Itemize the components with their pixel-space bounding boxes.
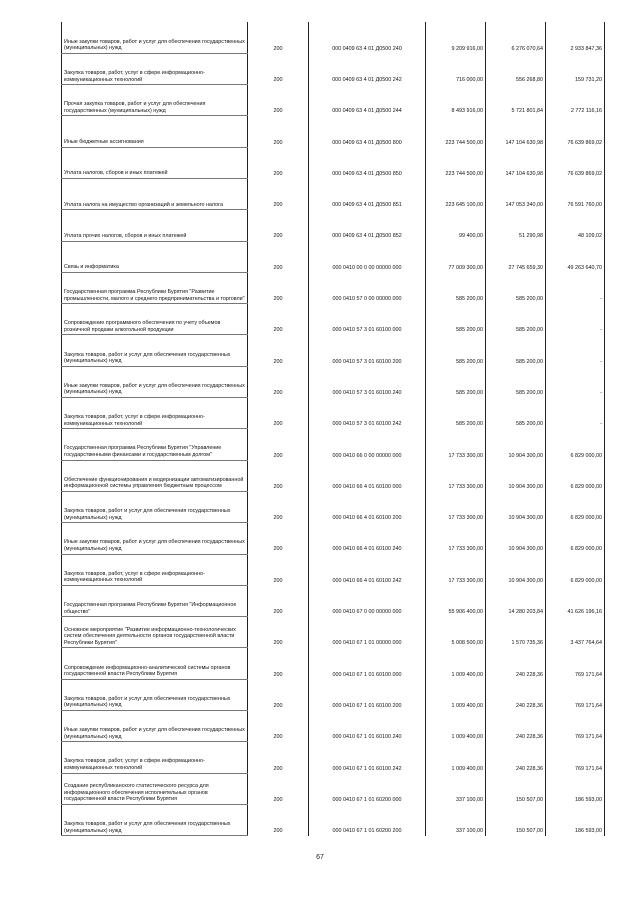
- table-row: [62, 241, 605, 272]
- table-row: [62, 398, 605, 429]
- row-executed-amount-cell: 147 104 630,98: [486, 147, 546, 178]
- row-name-cell: Основное мероприятие "Развитие информационно-технологических систем обеспечения деятельности органов государственной власти Республики Бурятия": [62, 617, 248, 648]
- row-unexecuted-amount-cell: 769 171,64: [546, 679, 605, 710]
- row-approved-amount-cell: 17 733 300,00: [426, 460, 486, 491]
- row-kbk-cell: 000 0410 57 3 01 60100 000: [309, 304, 426, 335]
- row-approved-amount-cell: 1 009 400,00: [426, 742, 486, 773]
- row-name-cell: Связь и информатика: [62, 241, 248, 272]
- row-code-cell: 200: [248, 711, 309, 742]
- row-code-cell: 200: [248, 366, 309, 397]
- row-unexecuted-amount-cell: -: [546, 366, 605, 397]
- row-code-cell: 200: [248, 398, 309, 429]
- row-approved-amount-cell: 8 493 916,00: [426, 85, 486, 116]
- row-code-cell: 200: [248, 22, 309, 53]
- row-executed-amount-cell: 240 228,36: [486, 648, 546, 679]
- row-approved-amount-cell: 585 200,00: [426, 304, 486, 335]
- row-unexecuted-amount-cell: 6 829 000,00: [546, 554, 605, 585]
- row-approved-amount-cell: 337 100,00: [426, 773, 486, 804]
- table-row: [62, 147, 605, 178]
- row-executed-amount-cell: 14 280 203,84: [486, 585, 546, 616]
- row-unexecuted-amount-cell: 769 171,64: [546, 648, 605, 679]
- row-kbk-cell: 000 0409 63 4 01 Д0500 242: [309, 53, 426, 84]
- row-executed-amount-cell: 10 904 300,00: [486, 429, 546, 460]
- row-code-cell: 200: [248, 554, 309, 585]
- row-code-cell: 200: [248, 491, 309, 522]
- row-approved-amount-cell: 5 008 500,00: [426, 617, 486, 648]
- row-name-cell: Закупка товаров, работ, услуг в сфере информационно-коммуникационных технологий: [62, 742, 248, 773]
- table-row: [62, 491, 605, 522]
- table-row: [62, 272, 605, 303]
- row-kbk-cell: 000 0409 63 4 01 Д0500 850: [309, 147, 426, 178]
- row-name-cell: Иные закупки товаров, работ и услуг для обеспечения государственных (муниципальных) нужд: [62, 523, 248, 554]
- row-approved-amount-cell: 585 200,00: [426, 272, 486, 303]
- row-unexecuted-amount-cell: 76 639 869,02: [546, 116, 605, 147]
- row-approved-amount-cell: 223 744 500,00: [426, 147, 486, 178]
- row-approved-amount-cell: 716 000,00: [426, 53, 486, 84]
- table-row: [62, 53, 605, 84]
- table-row: [62, 335, 605, 366]
- row-approved-amount-cell: 585 200,00: [426, 398, 486, 429]
- row-approved-amount-cell: 17 733 300,00: [426, 491, 486, 522]
- row-code-cell: 200: [248, 617, 309, 648]
- row-unexecuted-amount-cell: -: [546, 272, 605, 303]
- row-approved-amount-cell: 99 400,00: [426, 210, 486, 241]
- row-approved-amount-cell: 223 645 100,00: [426, 178, 486, 209]
- row-executed-amount-cell: 5 721 801,84: [486, 85, 546, 116]
- row-approved-amount-cell: 585 200,00: [426, 335, 486, 366]
- row-executed-amount-cell: 150 507,00: [486, 773, 546, 804]
- row-approved-amount-cell: 9 209 916,00: [426, 22, 486, 53]
- row-code-cell: 200: [248, 742, 309, 773]
- row-name-cell: Закупка товаров, работ, услуг в сфере информационно-коммуникационных технологий: [62, 554, 248, 585]
- row-executed-amount-cell: 150 507,00: [486, 804, 546, 835]
- row-kbk-cell: 000 0410 66 4 01 60100 000: [309, 460, 426, 491]
- row-executed-amount-cell: 147 104 630,98: [486, 116, 546, 147]
- row-name-cell: Закупка товаров, работ и услуг для обеспечения государственных (муниципальных) нужд: [62, 804, 248, 835]
- table-row: [62, 366, 605, 397]
- row-executed-amount-cell: 585 200,00: [486, 366, 546, 397]
- row-unexecuted-amount-cell: 769 171,64: [546, 711, 605, 742]
- row-approved-amount-cell: 1 009 400,00: [426, 648, 486, 679]
- row-unexecuted-amount-cell: 3 437 764,64: [546, 617, 605, 648]
- row-kbk-cell: 000 0410 57 3 01 60100 242: [309, 398, 426, 429]
- row-kbk-cell: 000 0409 63 4 01 Д0500 852: [309, 210, 426, 241]
- row-name-cell: Прочая закупка товаров, работ и услуг для обеспечения государственных (муниципальных) нужд: [62, 85, 248, 116]
- page-number: 67: [316, 854, 324, 861]
- row-executed-amount-cell: 585 200,00: [486, 398, 546, 429]
- table-row: [62, 804, 605, 835]
- row-kbk-cell: 000 0409 63 4 01 Д0500 240: [309, 22, 426, 53]
- table-row: [62, 711, 605, 742]
- row-unexecuted-amount-cell: 186 593,00: [546, 804, 605, 835]
- row-unexecuted-amount-cell: -: [546, 398, 605, 429]
- table-row: [62, 304, 605, 335]
- row-code-cell: 200: [248, 648, 309, 679]
- table-row: [62, 648, 605, 679]
- row-code-cell: 200: [248, 304, 309, 335]
- row-kbk-cell: 000 0410 66 0 00 00000 000: [309, 429, 426, 460]
- row-name-cell: Уплата налогов, сборов и иных платежей: [62, 147, 248, 178]
- table-row: [62, 554, 605, 585]
- row-executed-amount-cell: 10 904 300,00: [486, 460, 546, 491]
- row-code-cell: 200: [248, 210, 309, 241]
- row-name-cell: Закупка товаров, работ и услуг для обеспечения государственных (муниципальных) нужд: [62, 491, 248, 522]
- row-code-cell: 200: [248, 429, 309, 460]
- table-row: [62, 742, 605, 773]
- table-row: [62, 585, 605, 616]
- row-approved-amount-cell: 17 733 300,00: [426, 554, 486, 585]
- row-name-cell: Иные закупки товаров, работ и услуг для обеспечения государственных (муниципальных) нужд: [62, 711, 248, 742]
- row-unexecuted-amount-cell: 2 772 116,16: [546, 85, 605, 116]
- row-approved-amount-cell: 17 733 300,00: [426, 523, 486, 554]
- row-code-cell: 200: [248, 335, 309, 366]
- row-code-cell: 200: [248, 773, 309, 804]
- row-name-cell: Обеспечение функционирования и модернизации автоматизированной информационной системы управления бюджетным процессом: [62, 460, 248, 491]
- row-executed-amount-cell: 27 745 659,30: [486, 241, 546, 272]
- row-name-cell: Закупка товаров, работ, услуг в сфере информационно-коммуникационных технологий: [62, 398, 248, 429]
- row-unexecuted-amount-cell: 48 109,02: [546, 210, 605, 241]
- row-kbk-cell: 000 0410 67 1 01 60100 200: [309, 679, 426, 710]
- row-name-cell: Закупка товаров, работ и услуг для обеспечения государственных (муниципальных) нужд: [62, 335, 248, 366]
- row-executed-amount-cell: 240 228,36: [486, 742, 546, 773]
- row-approved-amount-cell: 585 200,00: [426, 366, 486, 397]
- row-name-cell: Иные закупки товаров, работ и услуг для обеспечения государственных (муниципальных) нужд: [62, 22, 248, 53]
- row-name-cell: Иные бюджетные ассигнования: [62, 116, 248, 147]
- row-executed-amount-cell: 147 053 340,00: [486, 178, 546, 209]
- row-unexecuted-amount-cell: 76 639 869,02: [546, 147, 605, 178]
- row-kbk-cell: 000 0410 67 1 01 60200 200: [309, 804, 426, 835]
- row-name-cell: Закупка товаров, работ и услуг для обеспечения государственных (муниципальных) нужд: [62, 679, 248, 710]
- row-kbk-cell: 000 0410 66 4 01 60100 200: [309, 491, 426, 522]
- row-name-cell: Государственная программа Республики Бурятия "Управление государственными финансами и государственным долгом": [62, 429, 248, 460]
- row-kbk-cell: 000 0410 66 4 01 60100 242: [309, 554, 426, 585]
- row-code-cell: 200: [248, 523, 309, 554]
- row-code-cell: 200: [248, 272, 309, 303]
- row-approved-amount-cell: 223 744 500,00: [426, 116, 486, 147]
- row-kbk-cell: 000 0410 57 3 01 60100 240: [309, 366, 426, 397]
- row-approved-amount-cell: 17 733 300,00: [426, 429, 486, 460]
- table-row: [62, 523, 605, 554]
- row-code-cell: 200: [248, 178, 309, 209]
- row-executed-amount-cell: 585 200,00: [486, 335, 546, 366]
- row-code-cell: 200: [248, 585, 309, 616]
- row-kbk-cell: 000 0410 00 0 00 00000 000: [309, 241, 426, 272]
- budget-table-sheet: [61, 22, 604, 836]
- row-executed-amount-cell: 10 904 300,00: [486, 491, 546, 522]
- row-code-cell: 200: [248, 147, 309, 178]
- row-kbk-cell: 000 0409 63 4 01 Д0500 244: [309, 85, 426, 116]
- row-unexecuted-amount-cell: -: [546, 304, 605, 335]
- row-executed-amount-cell: 585 200,00: [486, 304, 546, 335]
- row-name-cell: Сопровождение программного обеспечения по учету объемов розничной продажи алкогольной продукции: [62, 304, 248, 335]
- row-code-cell: 200: [248, 85, 309, 116]
- row-kbk-cell: 000 0410 57 0 00 00000 000: [309, 272, 426, 303]
- row-code-cell: 200: [248, 804, 309, 835]
- row-kbk-cell: 000 0410 67 0 00 00000 000: [309, 585, 426, 616]
- row-kbk-cell: 000 0410 67 1 01 60200 000: [309, 773, 426, 804]
- row-unexecuted-amount-cell: 6 829 000,00: [546, 491, 605, 522]
- row-executed-amount-cell: 10 904 300,00: [486, 554, 546, 585]
- row-executed-amount-cell: 240 228,36: [486, 679, 546, 710]
- row-unexecuted-amount-cell: -: [546, 335, 605, 366]
- row-unexecuted-amount-cell: 2 933 847,36: [546, 22, 605, 53]
- row-executed-amount-cell: 556 268,80: [486, 53, 546, 84]
- row-approved-amount-cell: 337 100,00: [426, 804, 486, 835]
- table-row: [62, 773, 605, 804]
- row-code-cell: 200: [248, 241, 309, 272]
- row-executed-amount-cell: 51 290,98: [486, 210, 546, 241]
- row-executed-amount-cell: 10 904 300,00: [486, 523, 546, 554]
- row-name-cell: Создание республиканского статистического ресурса для информационного обеспечения исполнительных органов государственной власти Республики Бурятия: [62, 773, 248, 804]
- row-executed-amount-cell: 6 276 070,64: [486, 22, 546, 53]
- table-row: [62, 22, 605, 53]
- row-name-cell: Государственная программа Республики Бурятия "Информационное общество": [62, 585, 248, 616]
- row-name-cell: Уплата прочих налогов, сборов и иных платежей: [62, 210, 248, 241]
- row-unexecuted-amount-cell: 76 591 760,00: [546, 178, 605, 209]
- row-name-cell: Государственная программа Республики Бурятия "Развитие промышленности, малого и среднего предпринимательства и торговли": [62, 272, 248, 303]
- row-code-cell: 200: [248, 53, 309, 84]
- row-kbk-cell: 000 0410 67 1 01 00000 000: [309, 617, 426, 648]
- row-unexecuted-amount-cell: 6 829 000,00: [546, 460, 605, 491]
- table-row: [62, 85, 605, 116]
- table-row: [62, 429, 605, 460]
- row-unexecuted-amount-cell: 6 829 000,00: [546, 429, 605, 460]
- row-kbk-cell: 000 0410 67 1 01 60100 240: [309, 711, 426, 742]
- row-approved-amount-cell: 55 906 400,00: [426, 585, 486, 616]
- table-row: [62, 178, 605, 209]
- row-code-cell: 200: [248, 679, 309, 710]
- row-approved-amount-cell: 1 009 400,00: [426, 711, 486, 742]
- table-row: [62, 679, 605, 710]
- row-code-cell: 200: [248, 460, 309, 491]
- row-kbk-cell: 000 0410 66 4 01 60100 240: [309, 523, 426, 554]
- row-approved-amount-cell: 77 009 300,00: [426, 241, 486, 272]
- row-unexecuted-amount-cell: 49 263 640,70: [546, 241, 605, 272]
- row-kbk-cell: 000 0409 63 4 01 Д0500 800: [309, 116, 426, 147]
- row-unexecuted-amount-cell: 186 593,00: [546, 773, 605, 804]
- row-unexecuted-amount-cell: 6 829 000,00: [546, 523, 605, 554]
- table-row: [62, 460, 605, 491]
- row-unexecuted-amount-cell: 41 626 196,16: [546, 585, 605, 616]
- table-row: [62, 617, 605, 648]
- row-name-cell: Уплата налога на имущество организаций и земельного налога: [62, 178, 248, 209]
- row-name-cell: Закупка товаров, работ, услуг в сфере информационно-коммуникационных технологий: [62, 53, 248, 84]
- row-kbk-cell: 000 0410 67 1 01 60100 242: [309, 742, 426, 773]
- row-executed-amount-cell: 585 200,00: [486, 272, 546, 303]
- table-row: [62, 210, 605, 241]
- row-kbk-cell: 000 0410 67 1 01 60100 000: [309, 648, 426, 679]
- row-unexecuted-amount-cell: 159 731,20: [546, 53, 605, 84]
- row-code-cell: 200: [248, 116, 309, 147]
- row-name-cell: Сопровождение информационно-аналитической системы органов государственной власти Республики Бурятия: [62, 648, 248, 679]
- row-kbk-cell: 000 0409 63 4 01 Д0500 851: [309, 178, 426, 209]
- row-executed-amount-cell: 1 570 735,36: [486, 617, 546, 648]
- budget-expenditure-table: [61, 22, 605, 836]
- table-row: [62, 116, 605, 147]
- row-approved-amount-cell: 1 009 400,00: [426, 679, 486, 710]
- table-body: [62, 22, 605, 836]
- row-name-cell: Иные закупки товаров, работ и услуг для обеспечения государственных (муниципальных) нужд: [62, 366, 248, 397]
- row-kbk-cell: 000 0410 57 3 01 60100 200: [309, 335, 426, 366]
- row-unexecuted-amount-cell: 769 171,64: [546, 742, 605, 773]
- row-executed-amount-cell: 240 228,36: [486, 711, 546, 742]
